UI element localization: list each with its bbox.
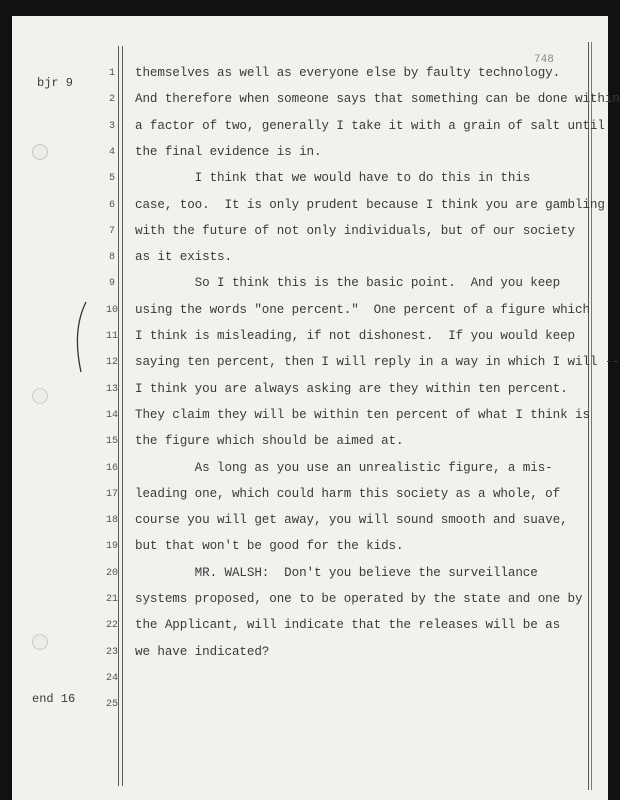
transcript-line: leading one, which could harm this society as a whole, of (135, 486, 561, 501)
transcript-line: as it exists. (135, 250, 232, 265)
line-number: 25 (105, 699, 118, 711)
transcript-line: MR. WALSH: Don't you believe the surveillance (135, 565, 538, 580)
line-number: 14 (105, 409, 118, 421)
line-number: 12 (105, 357, 118, 369)
binder-hole-top (32, 144, 48, 160)
transcript-page (12, 16, 620, 800)
margin-pen-mark (72, 300, 90, 376)
transcript-line: using the words "one percent." One percent of a figure which (135, 302, 590, 317)
line-number: 20 (105, 567, 118, 579)
transcript-line: the Applicant, will indicate that the releases will be as (135, 618, 561, 633)
transcript-line: the final evidence is in. (135, 144, 322, 159)
line-number: 6 (108, 199, 115, 211)
line-number: 9 (108, 278, 115, 290)
transcript-line: systems proposed, one to be operated by the state and one by (135, 592, 583, 606)
line-number: 10 (105, 304, 118, 316)
transcript-line: I think you are always asking are they within ten percent. (135, 381, 568, 396)
line-number: 16 (105, 462, 118, 474)
transcript-line: the figure which should be aimed at. (135, 434, 404, 449)
line-number: 11 (105, 331, 118, 342)
transcript-line: course you will get away, you will sound smooth and suave, (135, 513, 568, 528)
transcript-line: So I think this is the basic point. And you keep (135, 276, 561, 291)
left-margin-rule-inner (122, 46, 123, 786)
transcript-line: case, too. It is only prudent because I think you are gambling (135, 197, 605, 212)
transcript-line: themselves as well as everyone else by faulty technology. (135, 66, 561, 80)
end-tape-marker: end 16 (32, 692, 76, 706)
transcript-line: And therefore when someone says that something can be done within (135, 92, 620, 107)
line-number: 2 (108, 94, 115, 106)
line-number: 19 (105, 541, 118, 553)
line-number: 8 (108, 252, 115, 264)
line-number: 21 (105, 594, 118, 605)
line-number: 18 (105, 515, 118, 527)
transcript-line: but that won't be good for the kids. (135, 539, 404, 554)
transcript-line: I think is misleading, if not dishonest. If you would keep (135, 329, 575, 343)
binder-hole-middle (32, 388, 48, 404)
line-number: 4 (108, 146, 115, 158)
transcript-line: we have indicated? (135, 644, 270, 659)
line-number: 13 (105, 383, 118, 395)
line-number: 1 (108, 68, 115, 79)
transcript-line: saying ten percent, then I will reply in a way in which I will -- (135, 355, 620, 370)
line-number: 5 (108, 173, 115, 185)
page-number: 748 (534, 54, 554, 66)
reporter-initials: bjr 9 (37, 76, 74, 90)
binder-hole-bottom (32, 634, 48, 650)
transcript-line: with the future of not only individuals, but of our society (135, 223, 575, 238)
line-number: 3 (108, 120, 115, 132)
transcript-line: a factor of two, generally I take it with a grain of salt until (135, 118, 605, 133)
line-number: 7 (108, 225, 115, 237)
transcript-line: As long as you use an unrealistic figure, a mis- (135, 460, 553, 475)
transcript-line: They claim they will be within ten percent of what I think is (135, 407, 590, 422)
transcript-line: I think that we would have to do this in this (135, 171, 531, 186)
line-number: 17 (105, 488, 118, 500)
line-number: 15 (105, 436, 118, 448)
line-number: 24 (105, 672, 118, 684)
right-margin-rule-outer (591, 42, 592, 790)
line-number: 23 (105, 646, 118, 658)
line-number: 22 (105, 620, 118, 632)
